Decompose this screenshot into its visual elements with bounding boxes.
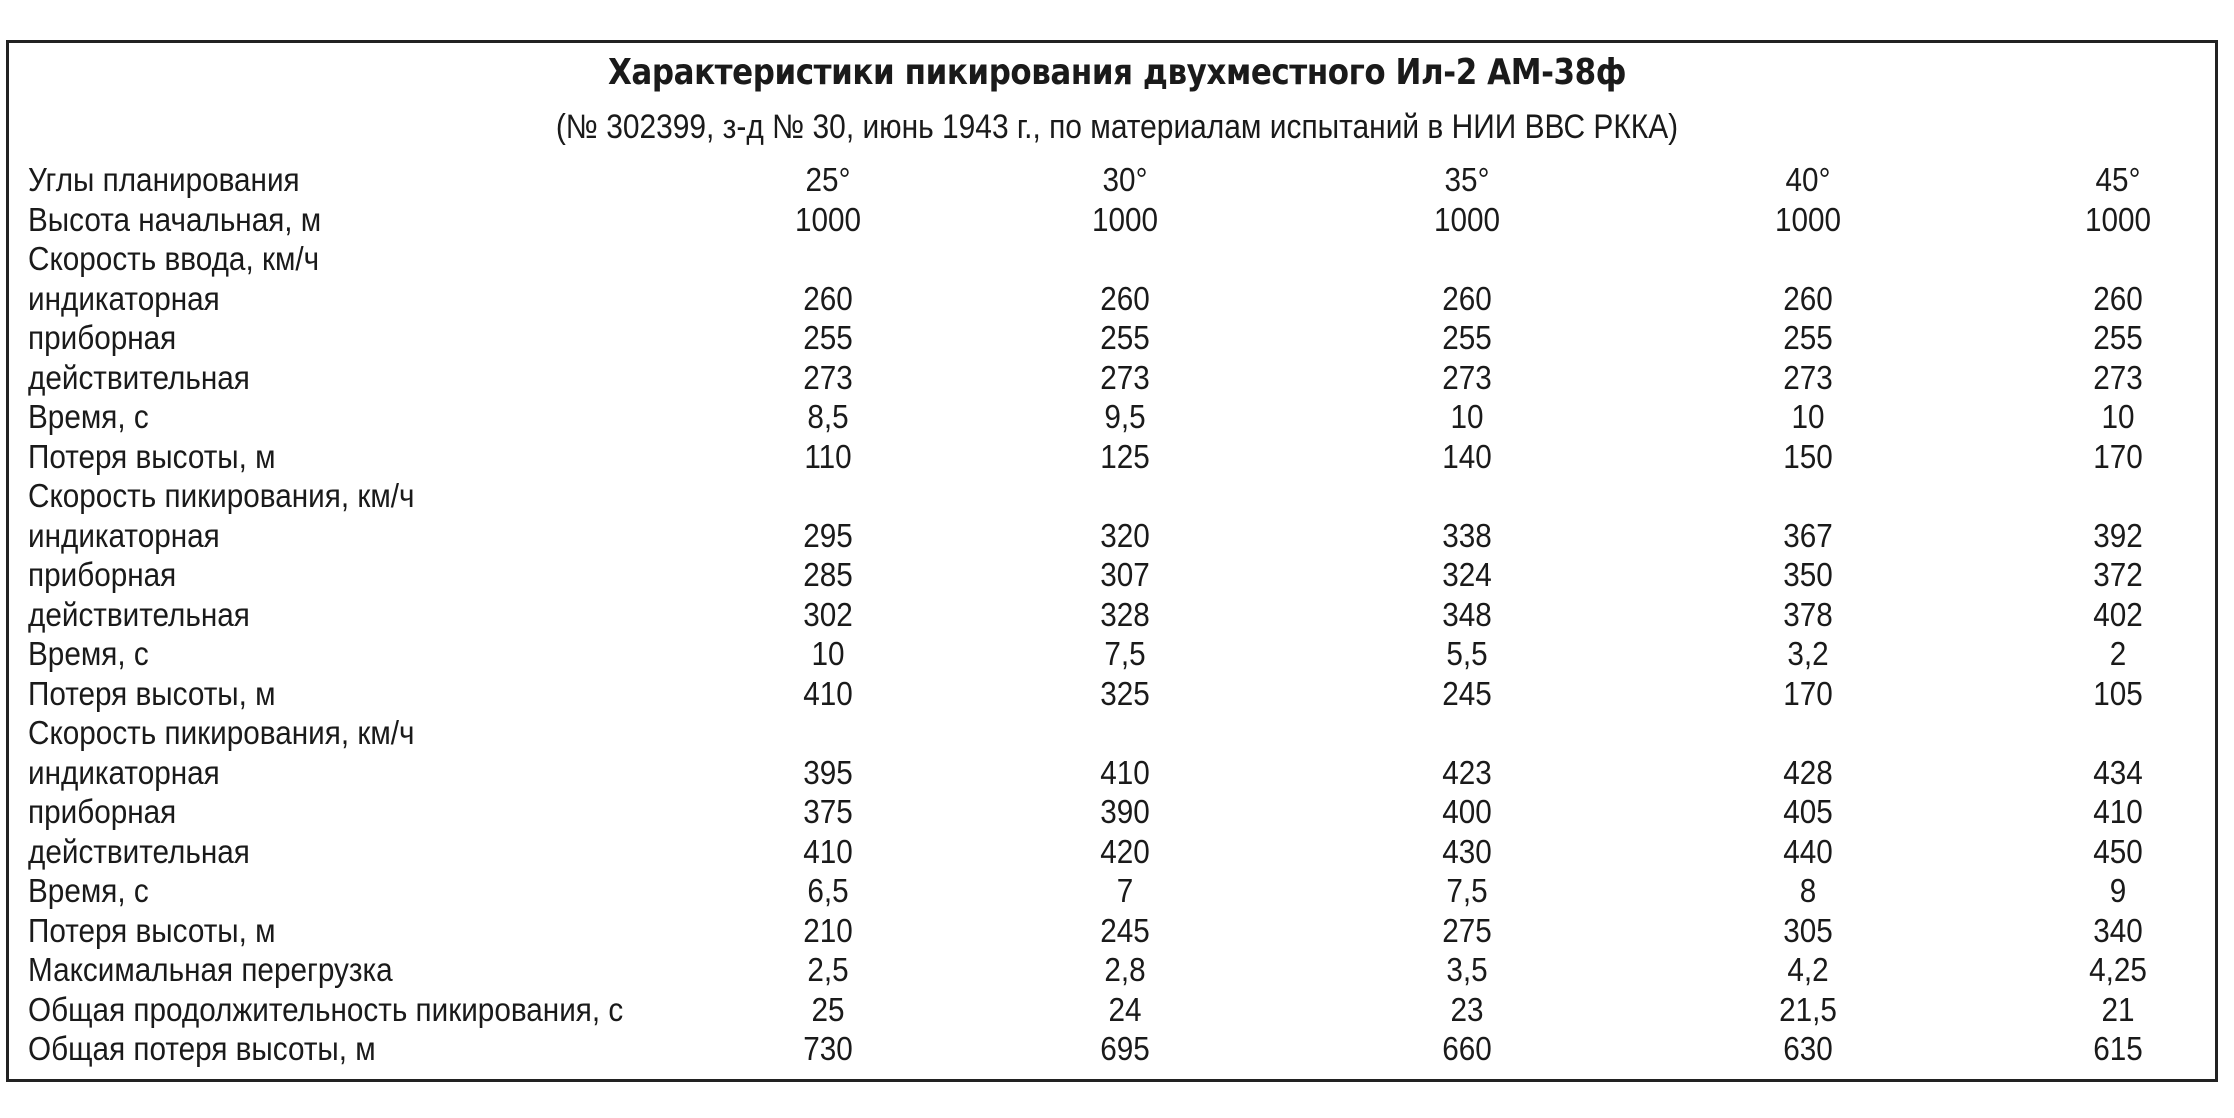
table-cell: 30°: [1102, 161, 1148, 198]
table-row: [28, 555, 2198, 595]
table-cell: 1000: [2084, 200, 2152, 238]
row-label: Время, с: [28, 872, 149, 909]
table-body: [28, 160, 2198, 1069]
table-cell: 295: [803, 516, 853, 554]
row-label: Скорость пикирования, км/ч: [28, 714, 415, 751]
row-label: Потеря высоты, м: [28, 911, 276, 949]
table-cell: 8: [1799, 872, 1817, 909]
table-cell: 255: [1783, 319, 1833, 356]
row-label: Общая потеря высоты, м: [28, 1030, 376, 1067]
table-cell: 24: [1108, 990, 1142, 1028]
table-cell: 10: [1791, 398, 1825, 435]
table-cell: 260: [1442, 279, 1492, 317]
table-cell: 40°: [1785, 161, 1831, 198]
table-cell: 7,5: [1104, 635, 1146, 672]
row-label: Высота начальная, м: [28, 200, 322, 238]
table-cell: 305: [1783, 911, 1833, 949]
table-cell: 375: [803, 793, 853, 830]
table-cell: 45°: [2095, 161, 2141, 198]
row-label: индикаторная: [28, 516, 220, 554]
table-cell: 140: [1442, 437, 1492, 475]
row-label: действительная: [28, 595, 250, 633]
table-row: [28, 476, 2198, 516]
table-cell: 21,5: [1779, 990, 1837, 1028]
table-cell: 390: [1100, 793, 1150, 830]
table-cell: 392: [2093, 516, 2143, 554]
table-cell: 6,5: [807, 872, 849, 909]
table-cell: 440: [1783, 832, 1833, 870]
table-row: [28, 318, 2198, 358]
table-cell: 395: [803, 753, 853, 791]
table-cell: 428: [1783, 753, 1833, 791]
table-row: [28, 950, 2198, 990]
table-cell: 410: [803, 674, 853, 712]
table-cell: 260: [2093, 279, 2143, 317]
table-cell: 260: [1100, 279, 1150, 317]
table-cell: 273: [1783, 358, 1833, 396]
table-row: [28, 713, 2198, 753]
table-row: [28, 516, 2198, 556]
row-label: Время, с: [28, 635, 149, 672]
table-title: Характеристики пикирования двухместного Ил-2 АМ-38ф: [607, 52, 1627, 93]
table-row: [28, 1029, 2198, 1069]
table-cell: 348: [1442, 595, 1492, 633]
row-label: Скорость ввода, км/ч: [28, 240, 320, 277]
table-row: [28, 753, 2198, 793]
row-label: приборная: [28, 556, 177, 593]
table-cell: 273: [2093, 358, 2143, 396]
table-row: [28, 990, 2198, 1030]
table-cell: 324: [1442, 556, 1492, 593]
table-row: [28, 792, 2198, 832]
table-cell: 695: [1100, 1030, 1150, 1067]
row-label: действительная: [28, 358, 250, 396]
table-cell: 3,5: [1446, 951, 1488, 988]
table-cell: 210: [803, 911, 853, 949]
table-cell: 275: [1442, 911, 1492, 949]
table-cell: 340: [2093, 911, 2143, 949]
table-cell: 170: [2093, 437, 2143, 475]
table-cell: 400: [1442, 793, 1492, 830]
table-cell: 25°: [805, 161, 851, 198]
table-cell: 273: [1442, 358, 1492, 396]
table-cell: 402: [2093, 595, 2143, 633]
table-cell: 320: [1100, 516, 1150, 554]
table-row: [28, 200, 2198, 240]
table-cell: 372: [2093, 556, 2143, 593]
row-label: Потеря высоты, м: [28, 674, 276, 712]
table-cell: 110: [804, 437, 852, 475]
table-cell: 125: [1100, 437, 1150, 475]
table-cell: 3,2: [1787, 635, 1829, 672]
table-row: [28, 634, 2198, 674]
table-cell: 325: [1100, 674, 1150, 712]
table-cell: 434: [2093, 753, 2143, 791]
table-row: [28, 437, 2198, 477]
table-row: [28, 160, 2198, 200]
table-cell: 1000: [1091, 200, 1159, 238]
table-cell: 302: [803, 595, 853, 633]
table-cell: 405: [1783, 793, 1833, 830]
row-label: приборная: [28, 319, 177, 356]
table-cell: 2,5: [807, 951, 849, 988]
table-cell: 1000: [794, 200, 862, 238]
table-cell: 4,25: [2089, 951, 2147, 988]
table-cell: 10: [2101, 398, 2135, 435]
row-label: Максимальная перегрузка: [28, 951, 393, 988]
table-row: [28, 832, 2198, 872]
table-cell: 730: [803, 1030, 853, 1067]
table-row: [28, 911, 2198, 951]
table-cell: 410: [2093, 793, 2143, 830]
table-cell: 245: [1442, 674, 1492, 712]
table-cell: 7: [1116, 872, 1134, 909]
table-cell: 410: [803, 832, 853, 870]
table-cell: 10: [1450, 398, 1484, 435]
table-cell: 255: [1442, 319, 1492, 356]
table-cell: 285: [803, 556, 853, 593]
row-label: Потеря высоты, м: [28, 437, 276, 475]
table-cell: 615: [2093, 1030, 2143, 1067]
table-cell: 260: [1783, 279, 1833, 317]
table-cell: 450: [2093, 832, 2143, 870]
table-cell: 350: [1783, 556, 1833, 593]
table-cell: 630: [1783, 1030, 1833, 1067]
table-cell: 150: [1783, 437, 1833, 475]
table-row: [28, 239, 2198, 279]
table-cell: 307: [1100, 556, 1150, 593]
table-row: [28, 279, 2198, 319]
table-cell: 273: [803, 358, 853, 396]
table-subtitle: (№ 302399, з-д № 30, июнь 1943 г., по материалам испытаний в НИИ ВВС РККА): [555, 108, 1679, 146]
table-cell: 338: [1442, 516, 1492, 554]
table-cell: 4,2: [1787, 951, 1829, 988]
table-cell: 430: [1442, 832, 1492, 870]
row-label: Углы планирования: [28, 161, 300, 198]
table-cell: 170: [1783, 674, 1833, 712]
table-cell: 410: [1100, 753, 1150, 791]
table-cell: 9,5: [1104, 398, 1146, 435]
table-cell: 255: [1100, 319, 1150, 356]
table-cell: 23: [1450, 990, 1484, 1028]
row-label: Скорость пикирования, км/ч: [28, 477, 415, 514]
table-row: [28, 358, 2198, 398]
table-cell: 245: [1100, 911, 1150, 949]
table-cell: 1000: [1774, 200, 1842, 238]
table-cell: 423: [1442, 753, 1492, 791]
row-label: индикаторная: [28, 753, 220, 791]
table-cell: 25: [811, 990, 845, 1028]
table-cell: 255: [803, 319, 853, 356]
table-cell: 378: [1783, 595, 1833, 633]
row-label: Время, с: [28, 398, 149, 435]
table-cell: 328: [1100, 595, 1150, 633]
row-label: Общая продолжительность пикирования, с: [28, 990, 624, 1028]
table-cell: 273: [1100, 358, 1150, 396]
table-cell: 35°: [1444, 161, 1490, 198]
table-cell: 105: [2093, 674, 2143, 712]
table-cell: 9: [2109, 872, 2127, 909]
table-cell: 2,8: [1104, 951, 1146, 988]
row-label: индикаторная: [28, 279, 220, 317]
table-cell: 660: [1442, 1030, 1492, 1067]
table-row: [28, 871, 2198, 911]
table-row: [28, 674, 2198, 714]
table-cell: 10: [811, 635, 845, 672]
table-cell: 2: [2109, 635, 2127, 672]
table-cell: 420: [1100, 832, 1150, 870]
table-cell: 367: [1783, 516, 1833, 554]
table-cell: 255: [2093, 319, 2143, 356]
table-cell: 7,5: [1446, 872, 1488, 909]
row-label: приборная: [28, 793, 177, 830]
table-cell: 8,5: [807, 398, 849, 435]
table-cell: 21: [2101, 990, 2135, 1028]
table-cell: 5,5: [1446, 635, 1488, 672]
table-row: [28, 595, 2198, 635]
table-row: [28, 397, 2198, 437]
row-label: действительная: [28, 832, 250, 870]
table-cell: 260: [803, 279, 853, 317]
table-cell: 1000: [1433, 200, 1501, 238]
